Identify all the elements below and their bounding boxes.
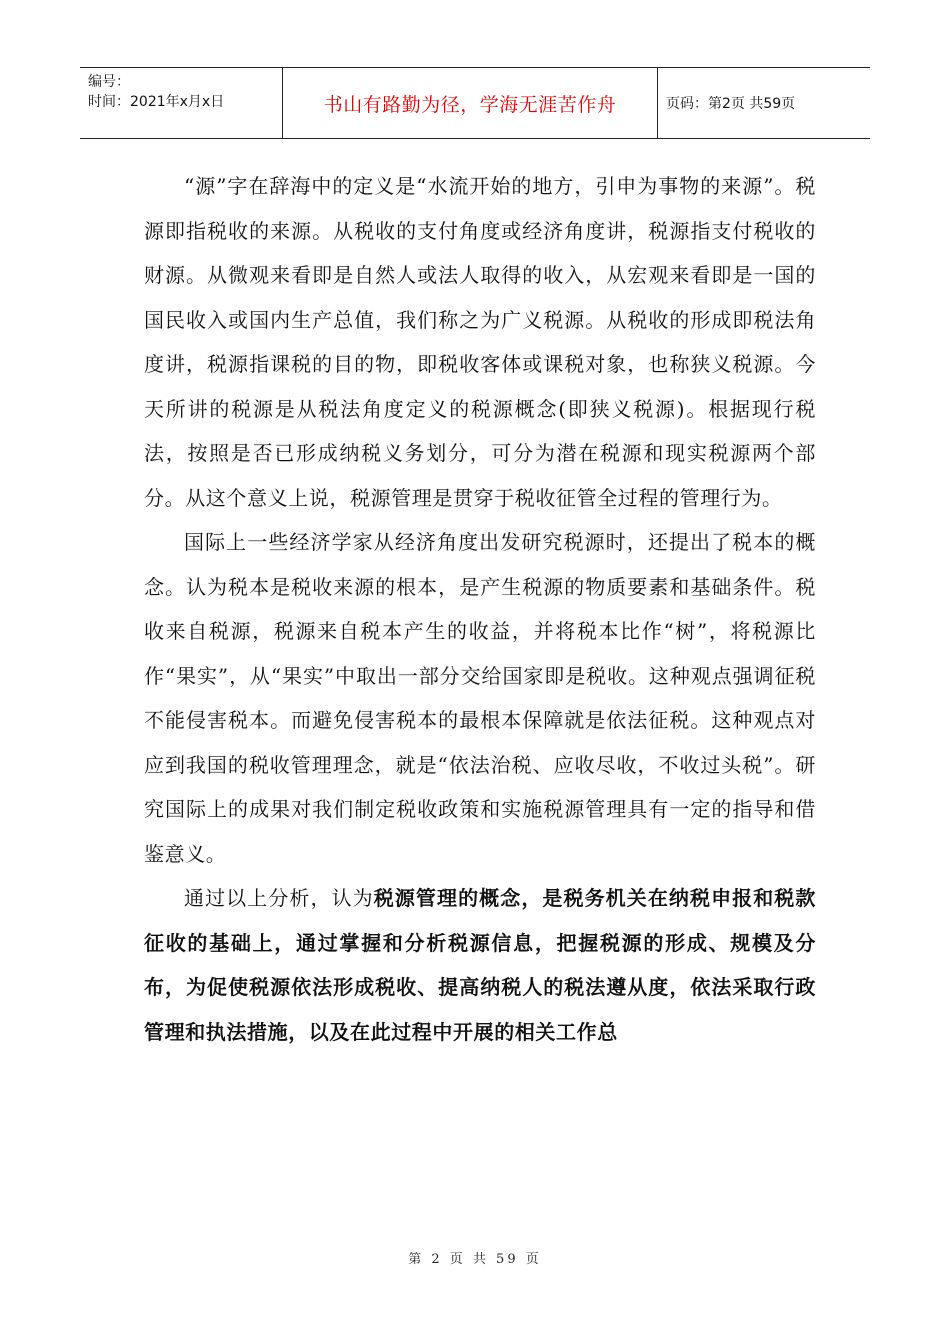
page-header [80,67,870,139]
document-body [144,164,816,1054]
document-date: 时间：2021年x月x日 [88,94,225,110]
header-motto: 书山有路勤为径，学海无涯苦作舟 [283,68,658,138]
header-page-number: 页码：第2页 共59页 [666,96,796,112]
header-meta [80,68,283,138]
paragraph-tax-base-concept: 国际上一些经济学家从经济角度出发研究税源时，还提出了税本的概念。认为税本是税收来源的根本，是产生税源的物质要素和基础条件。税收来自税源，税源来自税本产生的收益，并将税本比作“树”，将税源比作“果实”，从“果实”中取出一部分交给国家即是税收。这种观点强调征税不能侵害税本。而避免侵害税本的最根本保障就是依法征税。这种观点对应到我国的税收管理理念，就是“依法治税、应收尽收，不收过头税”。研究国际上的成果对我们制定税收政策和实施税源管理具有一定的指导和借鉴意义。 [144,530,816,866]
paragraph-lead-text: 通过以上分析，认为 [184,886,374,910]
paragraph-tax-source-definition: “源”字在辞海中的定义是“水流开始的地方，引申为事物的来源”。税源即指税收的来源。从税收的支付角度或经济角度讲，税源指支付税收的财源。从微观来看即是自然人或法人取得的收入，从宏观来看即是一国的国民收入或国内生产总值，我们称之为广义税源。从税收的形成即税法角度讲，税源指课税的目的物，即税收客体或课税对象，也称狭义税源。今天所讲的税源是从税法角度定义的税源概念(即狭义税源)。根据现行税法，按照是否已形成纳税义务划分，可分为潜在税源和现实税源两个部分。从这个意义上说，税源管理是贯穿于税收征管全过程的管理行为。 [144,174,816,510]
page-footer: 第 2 页 共 59 页 [408,1252,542,1267]
paragraph-bold-definition: 税源管理的概念，是税务机关在纳税申报和税款征收的基础上，通过掌握和分析税源信息，把握税源的形成、规模及分布，为促使税源依法形成税收、提高纳税人的税法遵从度，依法采取行政管理和执法措施，以及在此过程中开展的相关工作总 [144,886,816,1044]
paragraph-management-concept [144,876,816,1054]
document-number: 编号： [88,74,130,90]
